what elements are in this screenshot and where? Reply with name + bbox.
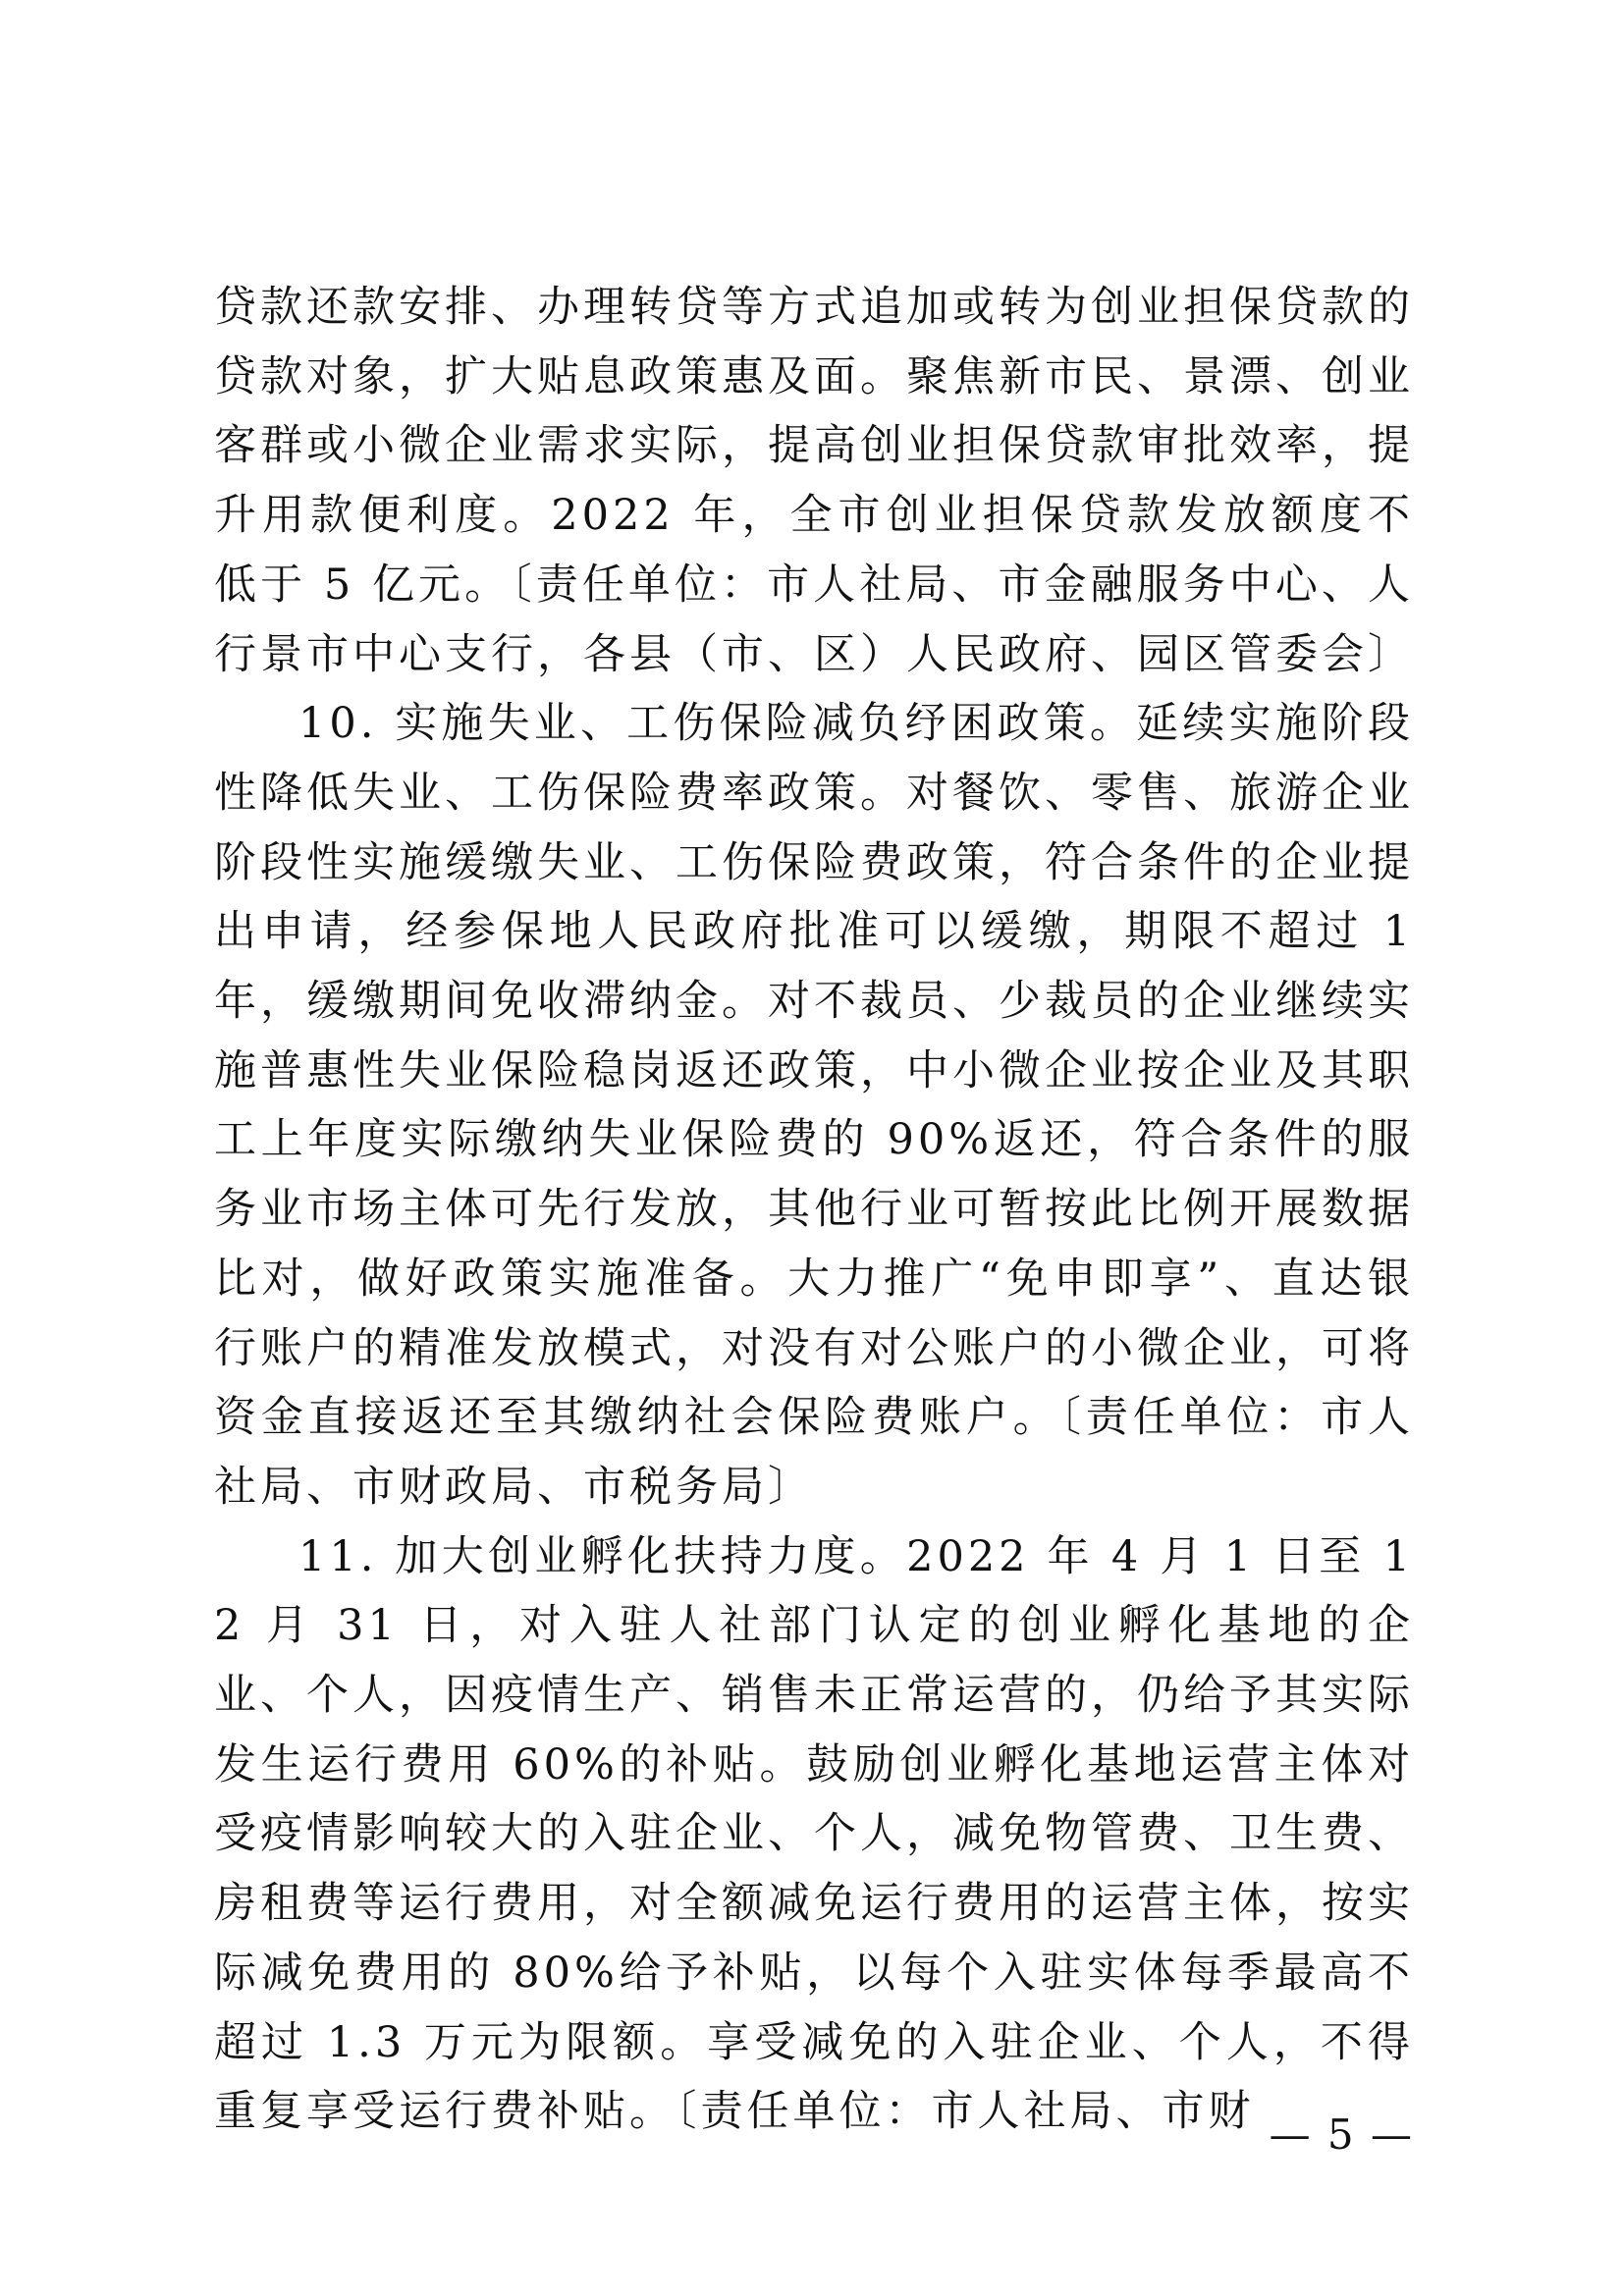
page-number: — 5 —	[1269, 2110, 1414, 2159]
paragraph-item-11: 11. 加大创业孵化扶持力度。2022 年 4 月 1 日至 12 月 31 日，对入驻人社部门认定的创业孵化基地的企业、个人，因疫情生产、销售未正常运营的，仍给予其实际发生运行费用 60%的补贴。鼓励创业孵化基地运营主体对受疫情影响较大的入驻企业、个人，减免物管费、卫生费、房租费等运行费用，对全额减免运行费用的运营主体，按实际减免费用的 80%给予补贴，以每个入驻实体每季最高不超过 1.3 万元为限额。享受减免的入驻企业、个人，不得重复享受运行费补贴。〔责任单位：市人社局、市财	[214, 1531, 1414, 2137]
body-text	[214, 273, 1414, 2147]
paragraph-item-10: 10. 实施失业、工伤保险减负纾困政策。延续实施阶段性降低失业、工伤保险费率政策。对餐饮、零售、旅游企业阶段性实施缓缴失业、工伤保险费政策，符合条件的企业提出申请，经参保地人民政府批准可以缓缴，期限不超过 1 年，缓缴期间免收滞纳金。对不裁员、少裁员的企业继续实施普惠性失业保险稳岗返还政策，中小微企业按企业及其职工上年度实际缴纳失业保险费的 90%返还，符合条件的服务业市场主体可先行发放，其他行业可暂按此比例开展数据比对，做好政策实施准备。大力推广“免申即享”、直达银行账户的精准发放模式，对没有对公账户的小微企业，可将资金直接返还至其缴纳社会保险费账户。〔责任单位：市人社局、市财政局、市税务局〕	[214, 699, 1414, 1512]
paragraph-continuation: 贷款还款安排、办理转贷等方式追加或转为创业担保贷款的贷款对象，扩大贴息政策惠及面。聚焦新市民、景漂、创业客群或小微企业需求实际，提高创业担保贷款审批效率，提升用款便利度。2022 年，全市创业担保贷款发放额度不低于 5 亿元。〔责任单位：市人社局、市金融服务中心、人行景市中心支行，各县（市、区）人民政府、园区管委会〕	[214, 283, 1414, 679]
